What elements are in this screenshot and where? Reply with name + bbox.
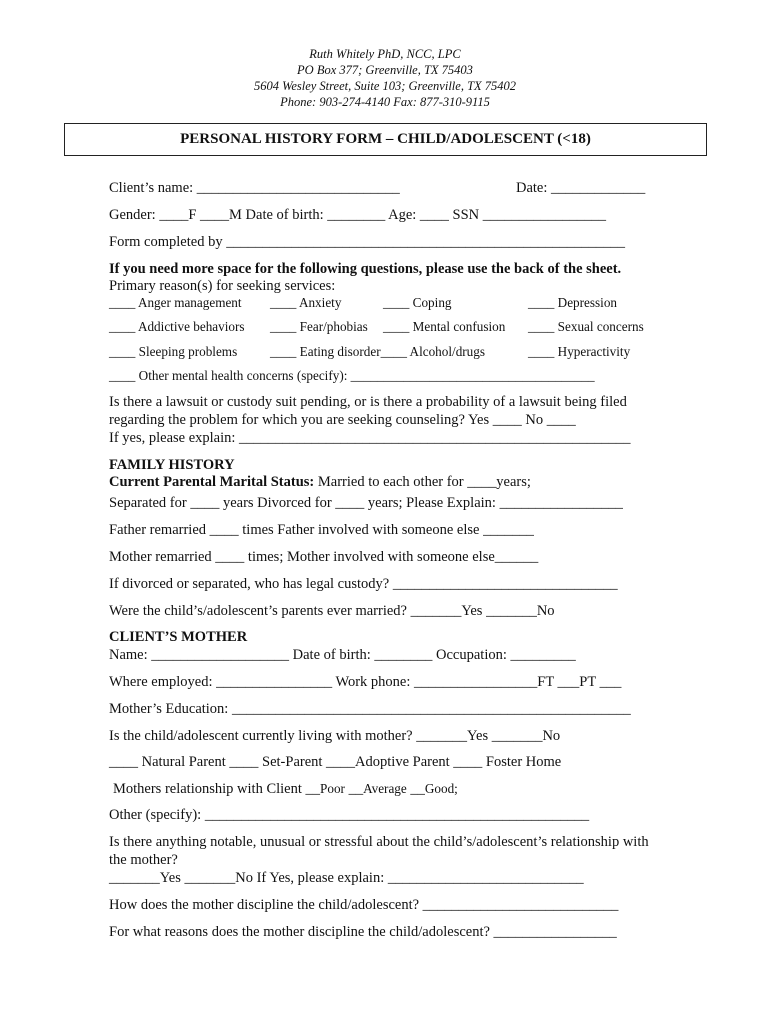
reason-sleeping[interactable]: ____ Sleeping problems (109, 344, 238, 359)
parents-married-field[interactable]: Were the child’s/adolescent’s parents ever married? _______Yes _______No (109, 603, 555, 619)
family-history-heading: FAMILY HISTORY (109, 457, 235, 473)
marital-status-label: Current Parental Marital Status: (109, 474, 315, 490)
reason-eating-alcohol[interactable]: ____ Eating disorder____ Alcohol/drugs (270, 344, 486, 359)
reason-coping[interactable]: ____ Coping (383, 295, 452, 310)
reason-fear[interactable]: ____ Fear/phobias (270, 319, 368, 334)
form-title: PERSONAL HISTORY FORM – CHILD/ADOLESCENT (<18) (64, 123, 707, 156)
reason-anxiety[interactable]: ____ Anxiety (270, 295, 342, 310)
reason-addictive[interactable]: ____ Addictive behaviors (109, 319, 245, 334)
relationship-label: Mothers relationship with Client __ (113, 781, 321, 797)
header-street: 5604 Wesley Street, Suite 103; Greenville, TX 75402 (253, 79, 517, 93)
living-with-mother-field[interactable]: Is the child/adolescent currently living with mother? _______Yes _______No (109, 728, 561, 744)
marital-status-field[interactable]: Married to each other for ____years; (314, 474, 531, 490)
relationship-average[interactable]: Average (363, 781, 407, 796)
mother-discipline-how[interactable]: How does the mother discipline the child/adolescent? ___________________________ (109, 897, 619, 913)
notable-question-2: the mother? (109, 852, 178, 868)
mother-education-field[interactable]: Mother’s Education: _______________________________________________________ (109, 701, 631, 717)
notable-answer-field[interactable]: _______Yes _______No If Yes, please explain: ___________________________ (109, 870, 584, 886)
client-mother-heading: CLIENT’S MOTHER (109, 629, 248, 645)
reason-depression[interactable]: ____ Depression (528, 295, 618, 310)
mother-name-field[interactable]: Name: ___________________ Date of birth: ________ Occupation: _________ (109, 647, 576, 663)
primary-reasons-label: Primary reason(s) for seeking services: (109, 278, 336, 294)
reason-sexual[interactable]: ____ Sexual concerns (528, 319, 644, 334)
header-name: Ruth Whitely PhD, NCC, LPC (309, 47, 461, 61)
relationship-poor[interactable]: Poor (320, 781, 345, 796)
lawsuit-question-2[interactable]: regarding the problem for which you are seeking counseling? Yes ____ No ____ (109, 412, 576, 428)
relationship-blank: __ (344, 781, 364, 797)
instructions: If you need more space for the following questions, please use the back of the sheet. (109, 261, 622, 277)
mother-discipline-why[interactable]: For what reasons does the mother discipline the child/adolescent? _________________ (109, 924, 617, 940)
mother-other-field[interactable]: Other (specify): _____________________________________________________ (109, 807, 590, 823)
notable-question-1: Is there anything notable, unusual or stressful about the child’s/adolescent’s relationship with (109, 834, 649, 850)
lawsuit-explain[interactable]: If yes, please explain: ______________________________________________________ (109, 430, 631, 446)
relationship-good[interactable]: Good; (424, 781, 458, 796)
mother-employment-field[interactable]: Where employed: ________________ Work phone: _________________FT ___PT ___ (109, 674, 622, 690)
mother-relationship-field[interactable] (113, 780, 458, 798)
completed-by-field[interactable]: Form completed by _______________________________________________________ (109, 234, 625, 250)
reason-hyperactivity[interactable]: ____ Hyperactivity (528, 344, 631, 359)
reason-other[interactable]: ____ Other mental health concerns (specify): _____________________________________ (109, 368, 595, 383)
reason-anger[interactable]: ____ Anger management (109, 295, 242, 310)
client-name-field[interactable]: Client’s name: ____________________________ (109, 180, 400, 196)
parent-type-field[interactable]: ____ Natural Parent ____ Set-Parent ____Adoptive Parent ____ Foster Home (109, 754, 562, 770)
date-field[interactable]: Date: _____________ (516, 180, 646, 196)
mother-remarried-field[interactable]: Mother remarried ____ times; Mother involved with someone else______ (109, 549, 539, 565)
reason-confusion[interactable]: ____ Mental confusion (383, 319, 506, 334)
header-phone: Phone: 903-274-4140 Fax: 877-310-9115 (280, 95, 490, 109)
father-remarried-field[interactable]: Father remarried ____ times Father involved with someone else _______ (109, 522, 534, 538)
separated-field[interactable]: Separated for ____ years Divorced for ____ years; Please Explain: _________________ (109, 495, 623, 511)
relationship-blank: __ (406, 781, 425, 797)
gender-dob-field[interactable]: Gender: ____F ____M Date of birth: ________ Age: ____ SSN _________________ (109, 207, 607, 223)
marital-status-line[interactable] (109, 473, 531, 491)
legal-custody-field[interactable]: If divorced or separated, who has legal custody? _______________________________ (109, 576, 618, 592)
header-po-box: PO Box 377; Greenville, TX 75403 (297, 63, 473, 77)
lawsuit-question-1: Is there a lawsuit or custody suit pending, or is there a probability of a lawsuit being filed (109, 394, 627, 410)
